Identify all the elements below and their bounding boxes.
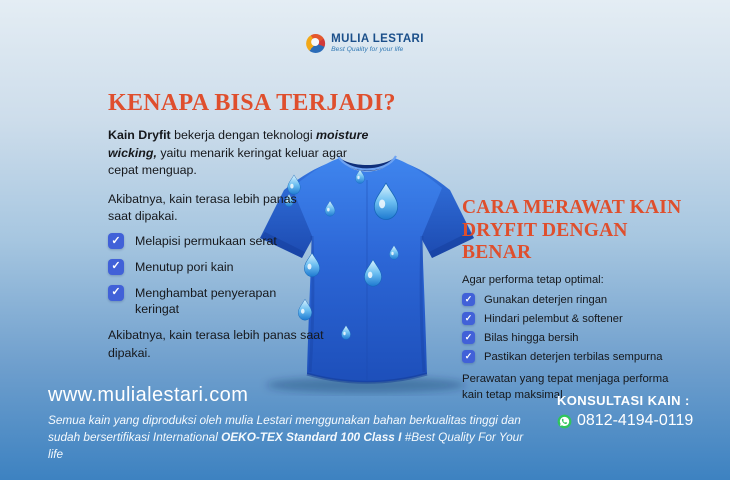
checklist-item — [462, 350, 720, 364]
brand-logo-text — [331, 33, 424, 53]
checklist-item-label: Hindari pelembut & softener — [484, 312, 623, 325]
checklist-item-label: Pastikan deterjen terbilas sempurna — [484, 350, 663, 363]
checklist-item — [108, 259, 383, 276]
intro-text-2: yaitu menarik keringat keluar agar cepat menguap. — [108, 145, 347, 178]
why-section — [108, 90, 396, 362]
care-section — [462, 197, 720, 403]
checkbox-icon: ✓ — [462, 293, 475, 306]
brand-tagline: Best Quality for your life — [331, 46, 404, 54]
intro-bold-moisture-wicking: moisture wicking, — [108, 128, 369, 160]
checkbox-icon: ✓ — [462, 331, 475, 344]
intro-text-1: bekerja dengan teknologi — [170, 128, 317, 142]
care-subheading: Agar performa tetap optimal: — [462, 273, 604, 286]
care-note: Perawatan yang tepat menjaga performa kain tetap maksimal. — [462, 373, 669, 402]
checkbox-icon: ✓ — [462, 350, 475, 363]
footer-tagline — [48, 412, 526, 463]
footer-tagline-text-1: Semua kain yang diproduksi oleh mulia Lestari menggunakan bahan berkualitas tinggi dan sudah bersertifikasi International — [48, 413, 521, 445]
why-checklist — [108, 233, 383, 318]
note-before-checklist: Akibatnya, kain terasa lebih panas saat dipakai. — [108, 191, 297, 224]
checklist-item — [462, 312, 720, 326]
checkbox-icon: ✓ — [108, 233, 124, 249]
phone-number: 0812-4194-0119 — [577, 412, 694, 429]
checkbox-icon: ✓ — [108, 285, 124, 301]
care-heading: CARA MERAWAT KAIN DRYFIT DENGAN BENAR — [462, 197, 682, 264]
whatsapp-icon — [557, 414, 572, 429]
brand-logo — [306, 33, 424, 53]
footer-tagline-certification: OEKO-TEX Standard 100 Class I — [221, 430, 402, 445]
intro-bold-kain-dryfit: Kain Dryfit — [108, 128, 171, 142]
brand-name: MULIA LESTARI — [331, 33, 424, 45]
checklist-item-label: Gunakan deterjen ringan — [484, 293, 608, 306]
footer-tagline-text-2: #Best Quality For Your life — [48, 430, 524, 462]
checklist-item-label: Melapisi permukaan serat — [135, 234, 277, 249]
checklist-item — [462, 293, 720, 307]
checklist-item-label: Menghambat penyerapan keringat — [135, 285, 277, 317]
intro-paragraph — [108, 127, 374, 180]
checkbox-icon: ✓ — [462, 312, 475, 325]
phone-contact[interactable] — [557, 412, 693, 430]
checklist-item — [108, 233, 383, 250]
checklist-item-label: Menutup pori kain — [135, 259, 234, 274]
footer-right — [557, 393, 693, 430]
note-after-checklist: Akibatnya, kain terasa lebih panas saat dipakai. — [108, 327, 324, 360]
checklist-item-label: Bilas hingga bersih — [484, 331, 579, 344]
checkbox-icon: ✓ — [108, 259, 124, 275]
website-link[interactable]: www.mulialestari.com — [48, 384, 249, 406]
footer-left — [48, 384, 526, 463]
checklist-item — [108, 285, 383, 318]
why-heading: KENAPA BISA TERJADI? — [108, 90, 396, 116]
brand-logo-icon — [306, 34, 325, 53]
care-checklist — [462, 293, 720, 364]
consult-label: KONSULTASI KAIN : — [557, 393, 690, 408]
checklist-item — [462, 331, 720, 345]
